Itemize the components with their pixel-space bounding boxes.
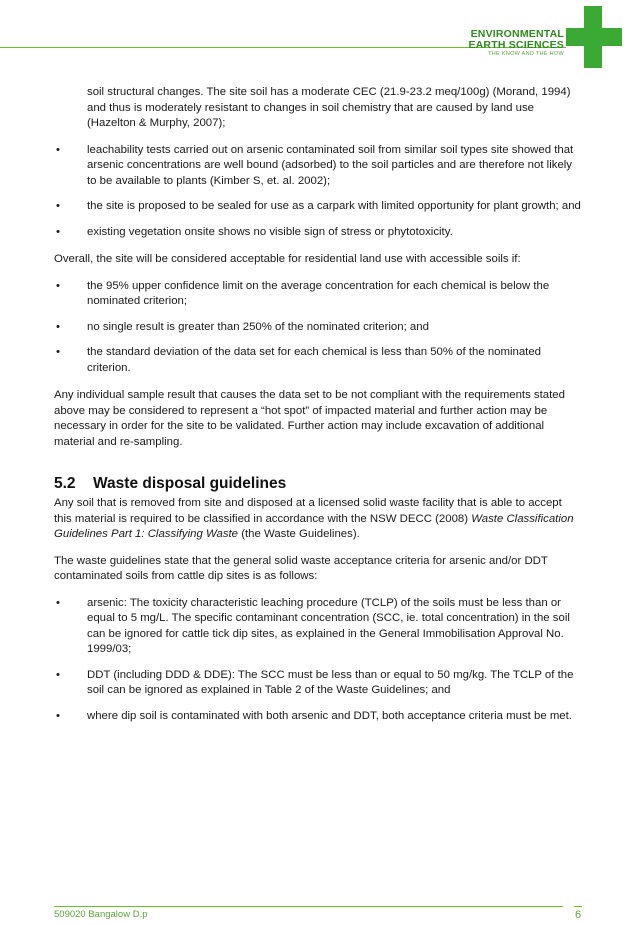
logo-cross-bar: [566, 28, 622, 46]
bullet-icon: •: [56, 143, 60, 156]
section-number: 5.2: [54, 475, 76, 492]
waste-paragraph-2: The waste guidelines state that the general solid waste acceptance criteria for arsenic and/or DDT contaminated soils from cattle dip sites is as follows:: [54, 554, 548, 582]
waste-criteria-list: [54, 596, 582, 725]
list-item: • the 95% upper confidence limit on the average concentration for each chemical is below the nominated criterion;: [56, 279, 550, 307]
company-logo: [470, 6, 634, 68]
bullet-icon: •: [56, 668, 60, 681]
bullet-icon: •: [56, 346, 60, 358]
bullet-icon: •: [56, 596, 60, 609]
intro-continuation: soil structural changes. The site soil has a moderate CEC (21.9-23.2 meq/100g) (Morand, 1994) and thus is moderately resistant to changes in soil chemistry that are caused by land use (Hazelton & Murphy, 2007);: [87, 86, 571, 129]
list-item: • arsenic: The toxicity characteristic leaching procedure (TCLP) of the soils must be less than or equal to 5 mg/L. The specific contaminant concentration (SCC, ie. total concentration) in the soil can be ignored for cattle tick dip sites, as explained in the General Immobilisation Approval No. 1999/03;: [56, 596, 570, 655]
list-item: • where dip soil is contaminated with both arsenic and DDT, both acceptance criteria must be met.: [54, 709, 582, 725]
hotspot-paragraph: Any individual sample result that causes the data set to be not compliant with the requirements stated above may be considered to represent a “hot spot” of impacted material and further action may be necessary in order for the site to be validated. Further action may include excavation of additional material and re-sampling.: [54, 389, 565, 448]
footer-page-rule: [574, 906, 582, 907]
bullet-icon: •: [56, 200, 60, 212]
section-heading: [54, 474, 582, 494]
page-content: [54, 85, 582, 736]
bullet-icon: •: [56, 709, 60, 722]
waste-paragraph-1: Any soil that is removed from site and disposed at a licensed solid waste facility that is able to accept this material is required to be classified in accordance with the NSW DECC (2008) Waste Classification Guidelines Part 1: Classifying Waste (the Waste Guidelines).: [54, 497, 574, 540]
footer-page-number: 6: [575, 909, 582, 921]
list-item: • DDT (including DDD & DDE): The SCC must be less than or equal to 50 mg/kg. The TCLP of the soil can be ignored as explained in Table 2 of the Waste Guidelines; and: [56, 668, 574, 696]
bullet-icon: •: [56, 320, 60, 333]
overall-paragraph: Overall, the site will be considered acceptable for residential land use with accessible soils if:: [54, 253, 521, 265]
footer-document-ref: 509020 Bangalow D.p: [54, 909, 148, 920]
criteria-list-b: [54, 279, 582, 377]
bullet-icon: •: [56, 225, 60, 238]
list-item: • existing vegetation onsite shows no visible sign of stress or phytotoxicity.: [54, 225, 582, 241]
list-item: • no single result is greater than 250% of the nominated criterion; and: [54, 320, 582, 336]
list-item: • leachability tests carried out on arsenic contaminated soil from similar soil types site showed that arsenic concentrations are well bound (adsorbed) to the soil particles and are therefore not likely to be available to plants (Kimber S, et. al. 2002);: [56, 143, 574, 187]
logo-tagline: THE KNOW AND THE HOW: [488, 51, 564, 57]
list-item: • the site is proposed to be sealed for use as a carpark with limited opportunity for plant growth; and: [54, 199, 582, 215]
section-title: Waste disposal guidelines: [93, 475, 287, 492]
logo-text-line1: ENVIRONMENTAL: [470, 28, 564, 40]
criteria-list-a: [54, 143, 582, 241]
footer-rule: [54, 906, 563, 907]
bullet-icon: •: [56, 279, 60, 292]
list-item: • the standard deviation of the data set for each chemical is less than 50% of the nominated criterion.: [56, 346, 542, 374]
logo-text-line2: EARTH SCIENCES: [468, 39, 564, 51]
guideline-title: Waste Classification Guidelines Part 1: Classifying Waste: [54, 512, 574, 540]
